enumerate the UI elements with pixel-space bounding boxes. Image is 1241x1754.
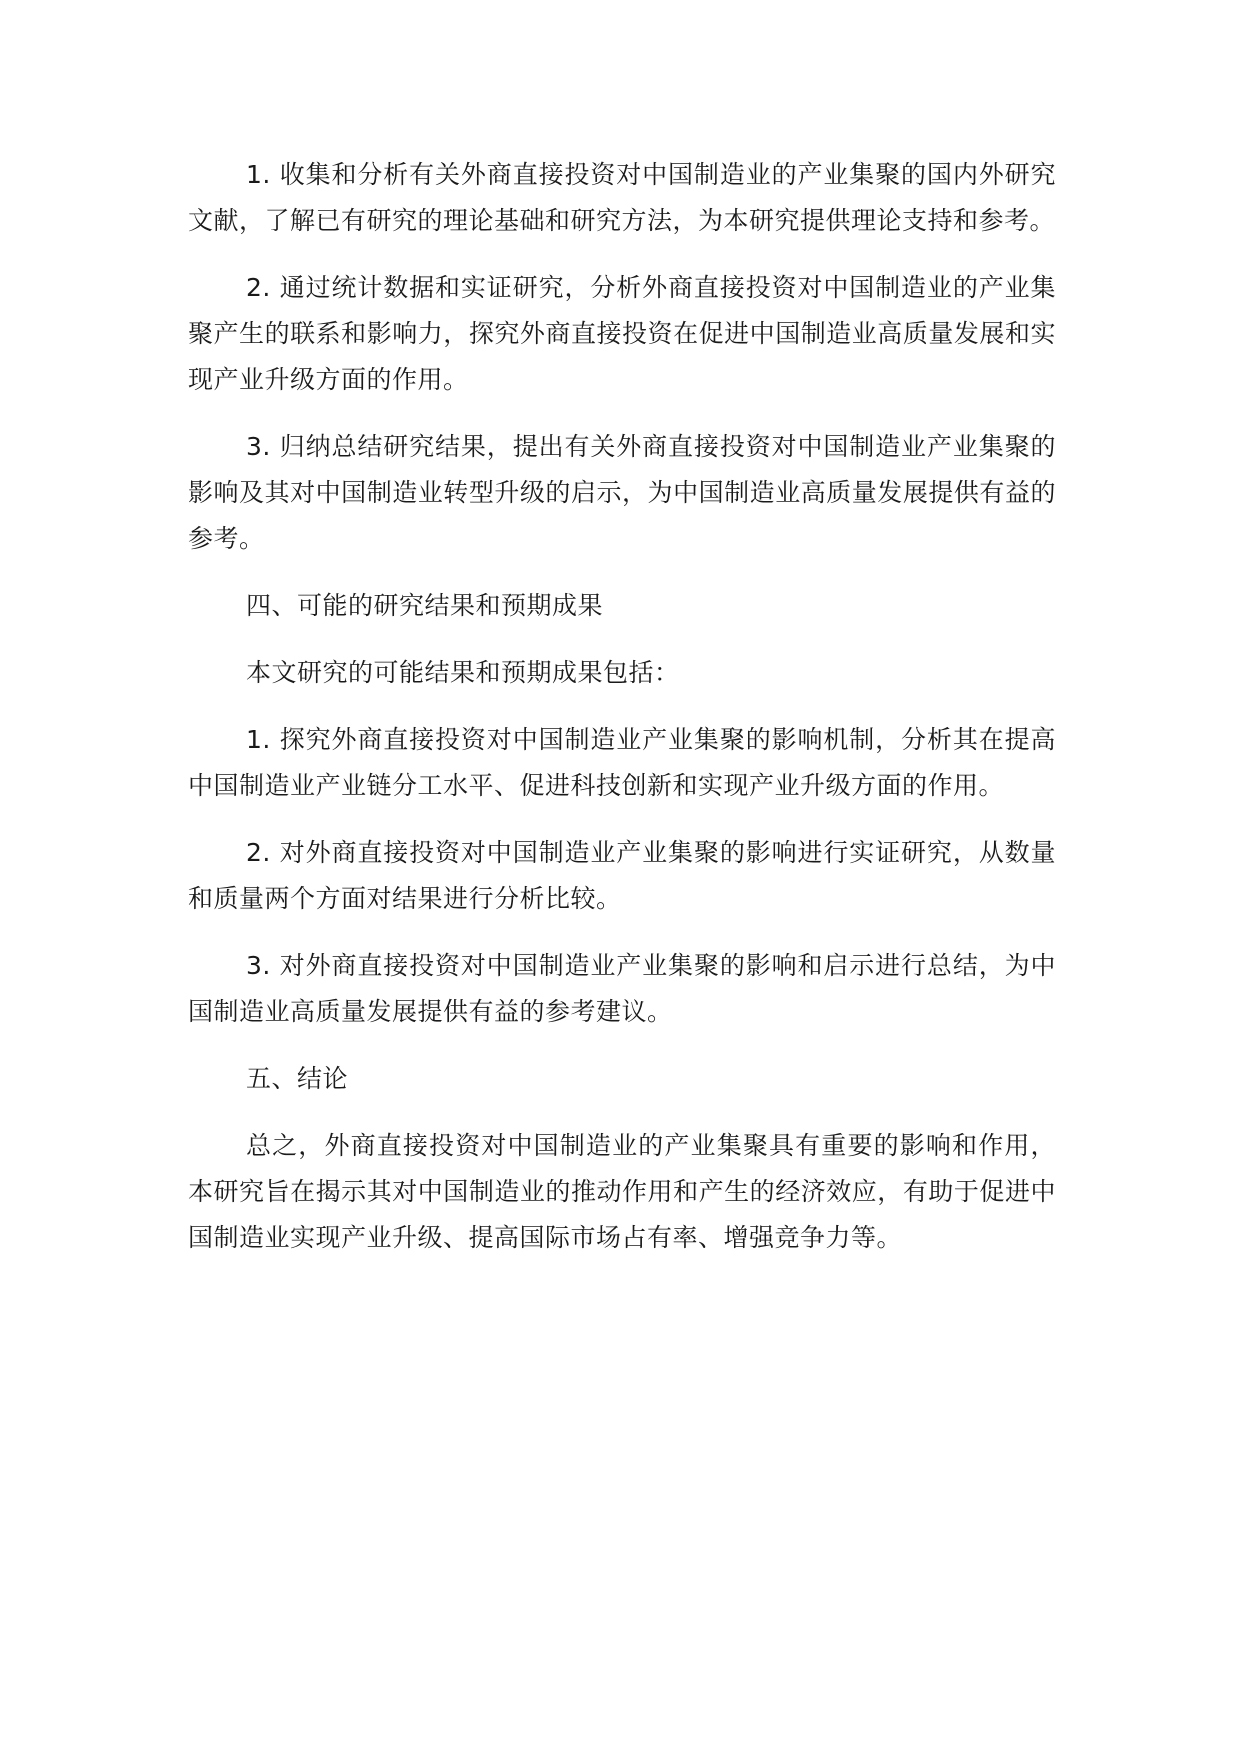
paragraph-method-1: 1. 收集和分析有关外商直接投资对中国制造业的产业集聚的国内外研究文献，了解已有研究的理论基础和研究方法，为本研究提供理论支持和参考。 — [188, 160, 1056, 235]
paragraph-result-3: 3. 对外商直接投资对中国制造业产业集聚的影响和启示进行总结，为中国制造业高质量发展提供有益的参考建议。 — [188, 951, 1056, 1026]
section-heading-conclusion: 五、结论 — [246, 1064, 349, 1093]
paragraph-result-1: 1. 探究外商直接投资对中国制造业产业集聚的影响机制，分析其在提高中国制造业产业链分工水平、促进科技创新和实现产业升级方面的作用。 — [188, 725, 1056, 800]
paragraph-conclusion: 总之，外商直接投资对中国制造业的产业集聚具有重要的影响和作用，本研究旨在揭示其对中国制造业的推动作用和产生的经济效应，有助于促进中国制造业实现产业升级、提高国际市场占有率、增强竞争力等。 — [188, 1131, 1056, 1252]
document-body — [188, 152, 1056, 1282]
paragraph-method-2: 2. 通过统计数据和实证研究，分析外商直接投资对中国制造业的产业集聚产生的联系和影响力，探究外商直接投资在促进中国制造业高质量发展和实现产业升级方面的作用。 — [188, 273, 1056, 394]
paragraph-result-2: 2. 对外商直接投资对中国制造业产业集聚的影响进行实证研究，从数量和质量两个方面对结果进行分析比较。 — [188, 838, 1056, 913]
paragraph-method-3: 3. 归纳总结研究结果，提出有关外商直接投资对中国制造业产业集聚的影响及其对中国制造业转型升级的启示，为中国制造业高质量发展提供有益的参考。 — [188, 432, 1056, 553]
paragraph-results-intro: 本文研究的可能结果和预期成果包括： — [246, 658, 680, 687]
section-heading-expected-results: 四、可能的研究结果和预期成果 — [246, 591, 604, 620]
